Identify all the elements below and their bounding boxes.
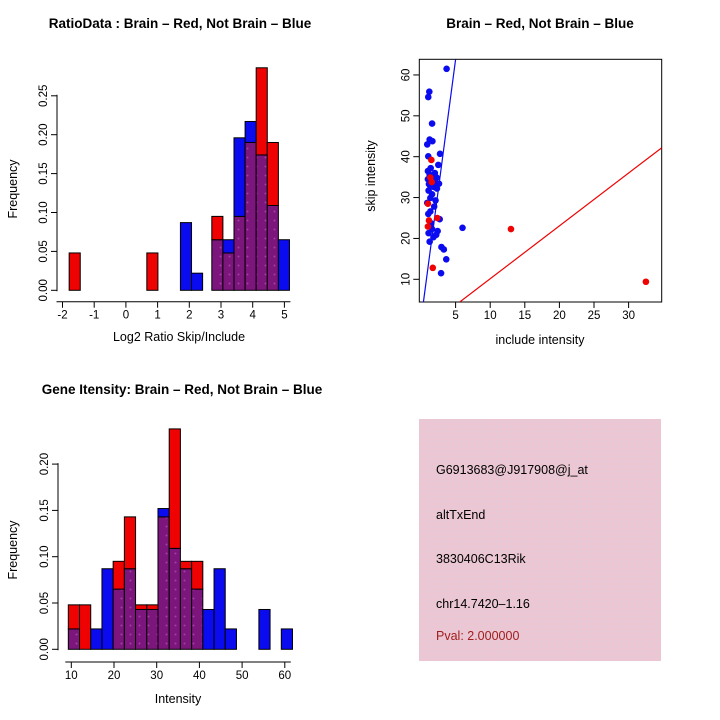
hist-bar-overlap — [68, 629, 79, 649]
y-tick-label: 0.10 — [39, 545, 51, 568]
ratio-yaxis-label: Frequency — [6, 159, 20, 219]
scatter-point-blue — [443, 256, 450, 263]
intensity-scatter-plot — [360, 0, 720, 360]
x-tick-label: 5 — [452, 310, 459, 322]
x-tick-label: 1 — [154, 309, 161, 322]
y-tick-label: 0.05 — [38, 240, 50, 263]
hist-bar-overlap — [223, 253, 234, 290]
hist-bar-blue — [259, 609, 270, 649]
hist-bar-red — [192, 561, 203, 589]
y-tick-label: 0.25 — [38, 84, 50, 107]
hist-bar-red — [113, 561, 124, 589]
hist-bar-blue — [158, 509, 169, 517]
pval-text: Pval: 2.000000 — [436, 629, 520, 643]
x-tick-label: 30 — [622, 310, 635, 322]
x-tick-label: 20 — [107, 670, 121, 682]
x-tick-label: 60 — [278, 670, 292, 682]
x-tick-label: -2 — [57, 309, 68, 322]
hist-bar-overlap — [192, 589, 203, 649]
scatter-point-blue — [443, 66, 450, 73]
hist-bar-red — [136, 605, 147, 610]
y-tick-label: 0.20 — [39, 452, 51, 476]
ratio-histogram-title: RatioData : Brain – Red, Not Brain – Blue — [48, 16, 312, 31]
hist-bar-blue — [281, 629, 292, 649]
hist-bar-blue — [102, 569, 113, 650]
scatter-point-blue — [459, 225, 466, 232]
y-tick-label: 10 — [400, 272, 413, 286]
scatter-yaxis-label: skip intensity — [364, 140, 378, 212]
scatter-point-red — [508, 226, 515, 233]
gene-intensity-histogram-plot — [0, 360, 360, 720]
hist-bar-overlap — [245, 142, 256, 290]
scatter-point-red — [429, 265, 436, 272]
hist-bar-overlap — [124, 569, 135, 650]
x-tick-label: 20 — [553, 310, 566, 322]
gene-info-box — [419, 419, 661, 661]
x-tick-label: 0 — [122, 309, 130, 322]
hist-bar-red — [69, 253, 80, 290]
hist-bar-blue — [245, 121, 256, 142]
hist-bar-blue — [225, 629, 236, 649]
hist-bar-blue — [203, 609, 214, 649]
hist-bar-overlap — [180, 569, 191, 650]
scatter-point-blue — [437, 151, 444, 158]
hist-bar-blue — [234, 138, 245, 217]
hist-bar-overlap — [136, 609, 147, 649]
y-tick-label: 40 — [400, 150, 413, 164]
scatter-point-red — [426, 217, 433, 224]
hist-bar-overlap — [158, 517, 169, 649]
scatter-point-blue — [426, 238, 433, 245]
x-tick-label: 50 — [235, 670, 249, 682]
gene-symbol-text: 3830406C13Rik — [436, 552, 526, 566]
scatter-point-blue — [441, 246, 448, 253]
hist-bar-red — [169, 429, 180, 548]
hist-bar-overlap — [113, 589, 124, 649]
hist-bar-blue — [278, 240, 289, 291]
x-tick-label: 15 — [518, 310, 532, 322]
hist-bar-red — [256, 68, 267, 155]
plot-frame — [419, 59, 661, 302]
y-tick-label: 0.00 — [38, 279, 50, 302]
scatter-point-blue — [429, 120, 436, 127]
hist-bar-red — [267, 142, 278, 205]
event-type-text: altTxEnd — [436, 508, 486, 522]
y-tick-label: 0.15 — [38, 162, 50, 185]
locus-text: chr14.7420–1.16 — [436, 597, 530, 611]
y-tick-label: 30 — [400, 191, 413, 204]
scatter-point-blue — [424, 141, 431, 148]
scatter-point-blue — [438, 270, 445, 277]
x-tick-label: -1 — [89, 309, 100, 322]
hist-bar-overlap — [147, 609, 158, 649]
scatter-point-blue — [425, 211, 432, 218]
scatter-point-blue — [425, 94, 432, 101]
scatter-point-red — [425, 200, 432, 207]
scatter-point-red — [428, 179, 435, 186]
hist-bar-red — [180, 561, 191, 568]
x-tick-label: 4 — [249, 309, 256, 322]
hist-bar-blue — [214, 569, 225, 650]
y-tick-label: 0.15 — [39, 499, 51, 522]
hist-bar-red — [80, 605, 91, 649]
y-tick-label: 20 — [400, 232, 413, 245]
x-tick-label: 40 — [193, 670, 206, 682]
scatter-title: Brain – Red, Not Brain – Blue — [446, 16, 634, 31]
scatter-point-blue — [434, 185, 441, 192]
hist-bar-red — [147, 253, 158, 290]
scatter-point-red — [428, 157, 435, 164]
scatter-point-red — [434, 215, 441, 222]
gene-histogram-title: Gene Itensity: Brain – Red, Not Brain – Blue — [41, 382, 323, 397]
probe-id-text: G6913683@J917908@j_at — [436, 463, 588, 477]
scatter-point-red — [425, 223, 432, 230]
hist-bar-red — [68, 605, 79, 629]
x-tick-label: 5 — [281, 309, 288, 322]
hist-bar-overlap — [212, 240, 223, 291]
hist-bar-blue — [223, 240, 234, 253]
hist-bar-blue — [192, 273, 203, 290]
scatter-point-blue — [432, 197, 439, 204]
hist-bar-blue — [91, 629, 102, 649]
x-tick-label: 25 — [587, 310, 601, 322]
y-tick-label: 0.05 — [39, 591, 51, 615]
fit-line-red — [460, 148, 662, 302]
x-tick-label: 30 — [150, 670, 164, 682]
hist-bar-overlap — [234, 216, 245, 290]
gene-yaxis-label: Frequency — [6, 520, 20, 580]
y-tick-label: 0.10 — [38, 201, 50, 224]
hist-bar-overlap — [267, 205, 278, 290]
y-tick-label: 50 — [400, 109, 413, 123]
scatter-point-red — [643, 278, 650, 285]
x-tick-label: 3 — [217, 309, 225, 322]
gene-xaxis-label: Intensity — [154, 692, 202, 706]
x-tick-label: 10 — [64, 670, 78, 682]
scatter-xaxis-label: include intensity — [495, 333, 585, 347]
hist-bar-overlap — [169, 548, 180, 649]
ratio-xaxis-label: Log2 Ratio Skip/Include — [112, 330, 246, 344]
hist-bar-blue — [180, 223, 191, 291]
scatter-point-blue — [435, 162, 442, 169]
y-tick-label: 60 — [400, 68, 413, 82]
hist-bar-red — [124, 517, 135, 569]
x-tick-label: 10 — [483, 310, 497, 322]
x-tick-label: 2 — [186, 309, 193, 322]
hist-bar-overlap — [256, 155, 267, 290]
y-tick-label: 0.20 — [38, 123, 50, 146]
hist-bar-red — [147, 605, 158, 610]
ratio-histogram-plot — [0, 0, 360, 360]
hist-bar-red — [212, 216, 223, 239]
y-tick-label: 0.00 — [39, 638, 51, 661]
